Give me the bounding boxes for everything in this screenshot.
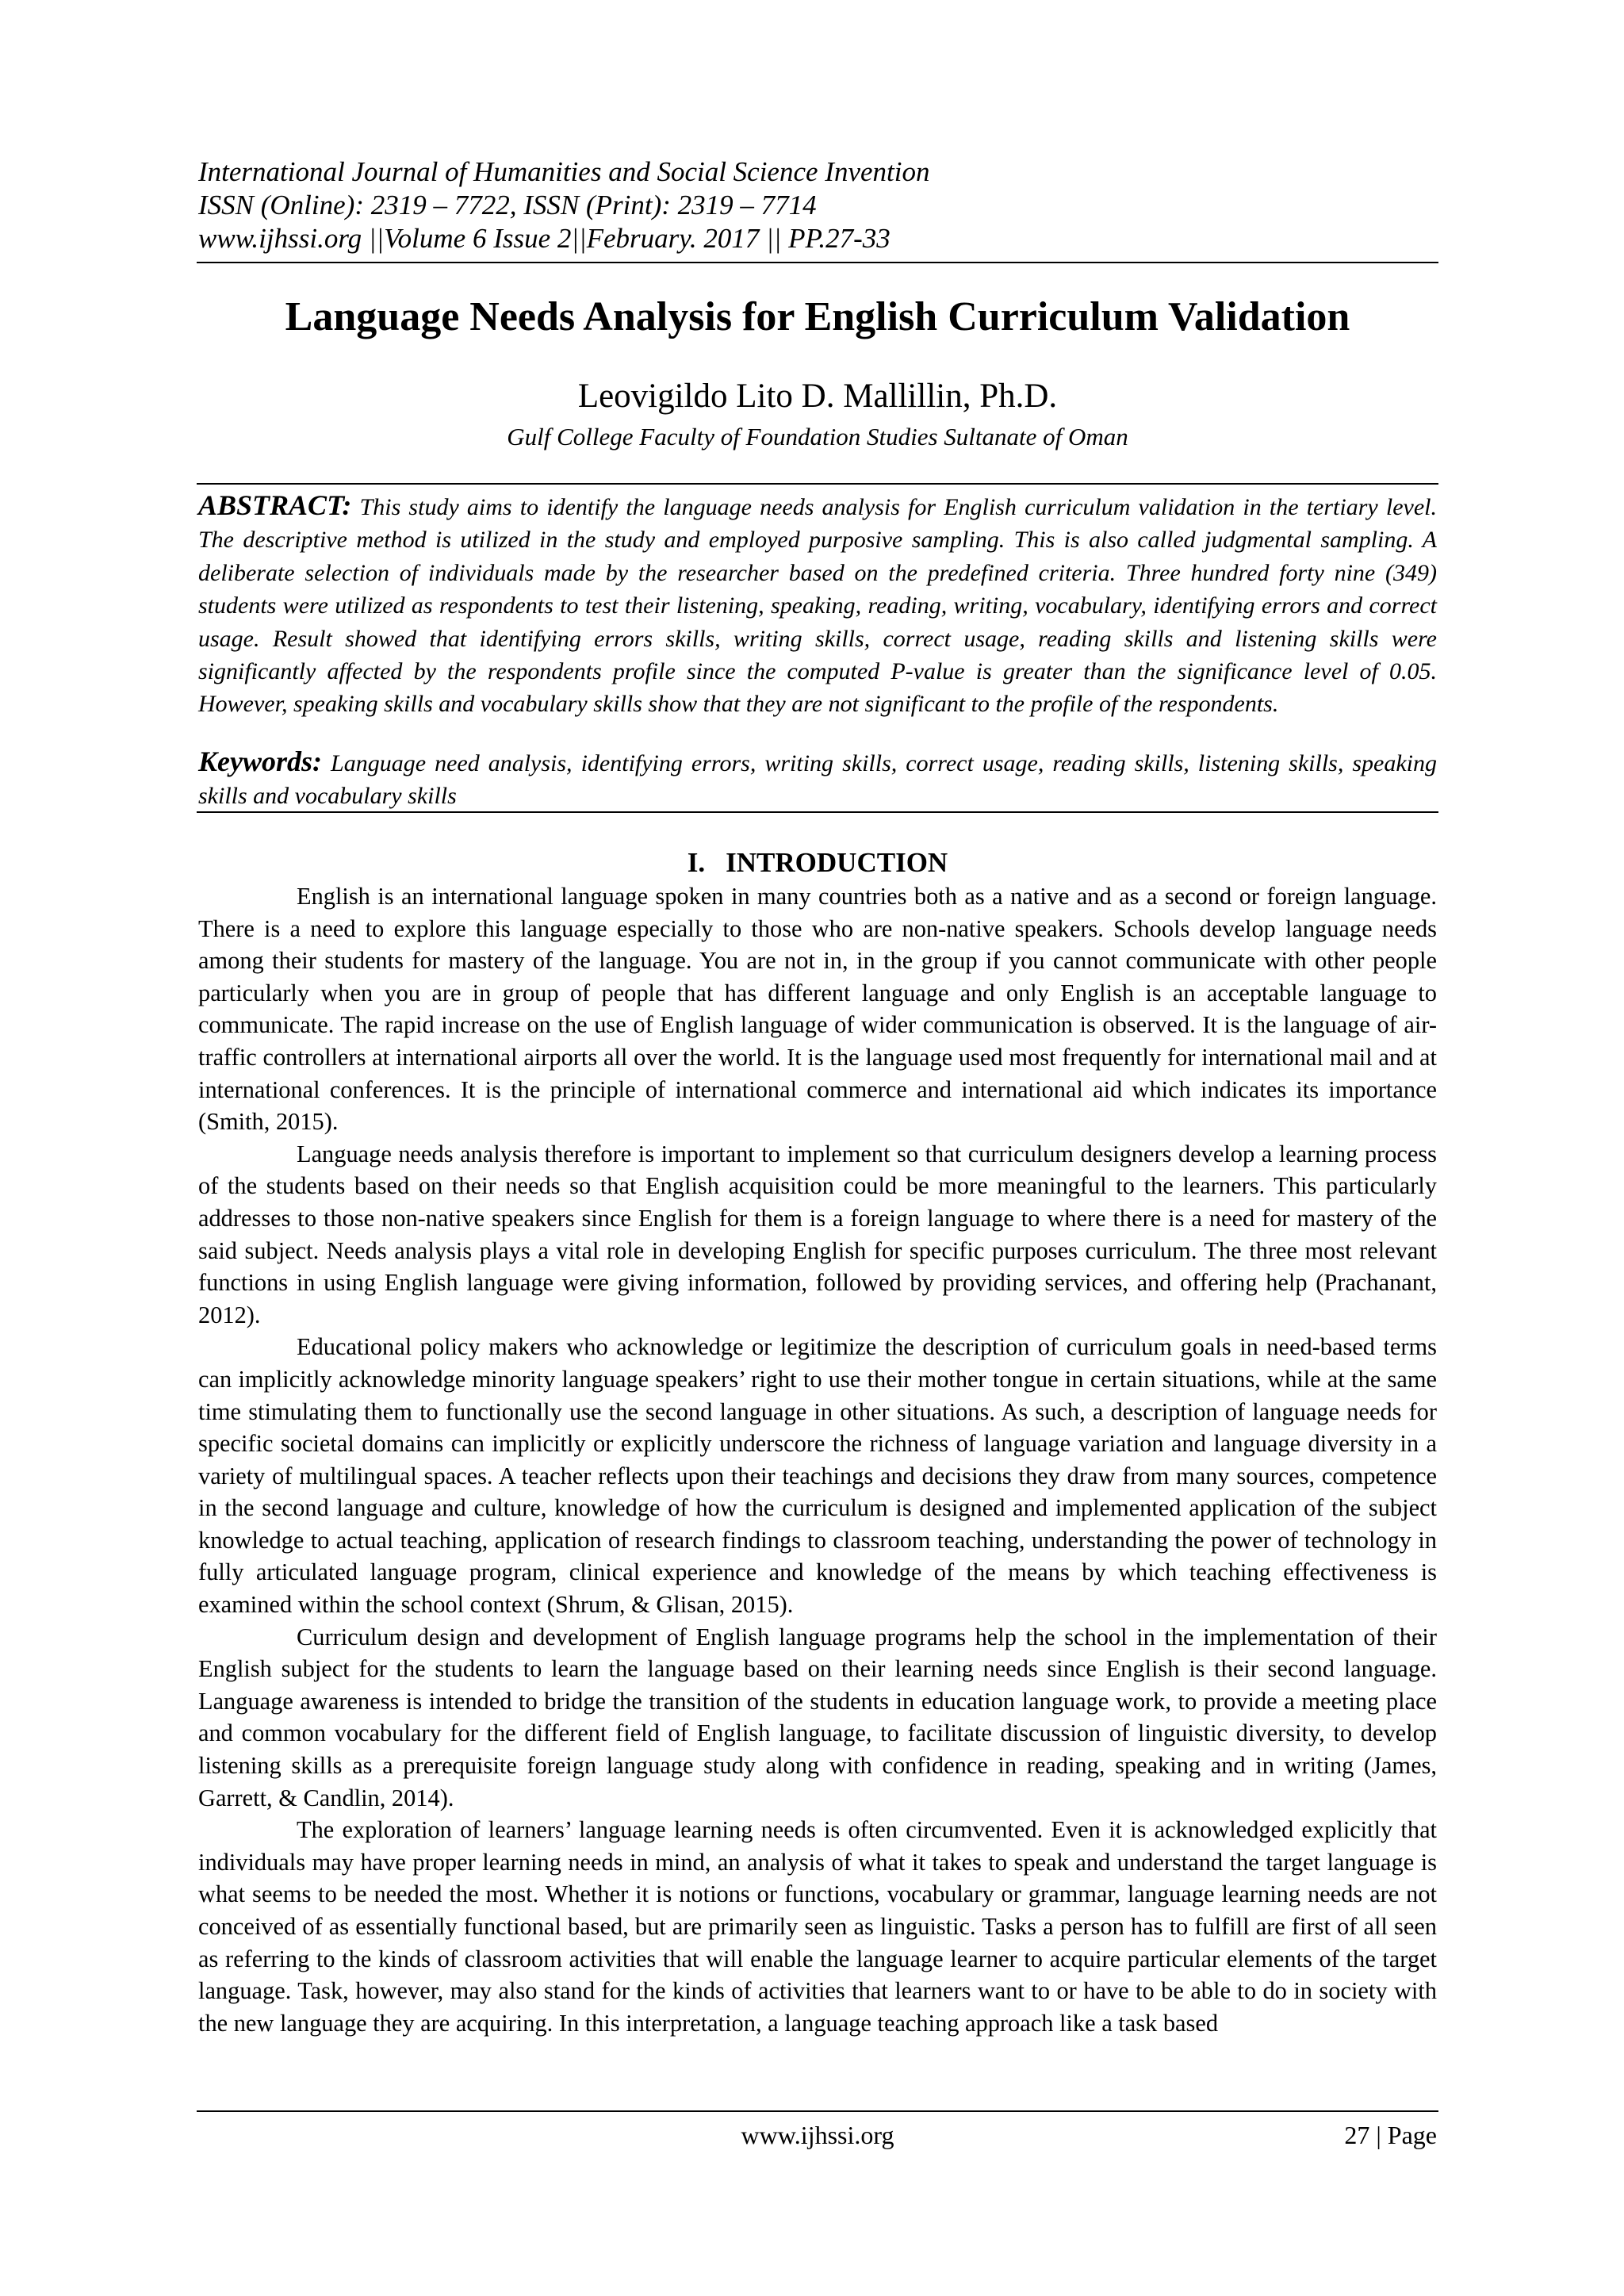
header-divider	[197, 262, 1438, 263]
author-name: Leovigildo Lito D. Mallillin, Ph.D.	[577, 378, 1058, 415]
footer-divider	[197, 2110, 1438, 2112]
abstract-bottom-divider	[197, 811, 1438, 813]
journal-issue-line: www.ijhssi.org ||Volume 6 Issue 2||February. 2017 || PP.27-33	[198, 223, 891, 254]
section-title: INTRODUCTION	[726, 847, 948, 878]
introduction-body	[198, 880, 1437, 2039]
body-paragraph: English is an international language spoken in many countries both as a native and as a second or foreign language. There is a need to explore this language especially to those who are non-native speakers. Schools develop language needs among their students for mastery of the language. You are not in, in the group if you cannot communicate with other people particularly when you are in group of people that has different language and only English is an acceptable language to communicate. The rapid increase on the use of English language of wider communication is observed. It is the language of air-traffic controllers at international airports all over the world. It is the language used most frequently for international mail and at international conferences. It is the principle of international commerce and international aid which indicates its importance (Smith, 2015).	[198, 883, 1437, 1136]
body-paragraph: The exploration of learners’ language learning needs is often circumvented. Even it is acknowledged explicitly that individuals may have proper learning needs in mind, an analysis of what it takes to speak and understand the target language is what seems to be needed the most. Whether it is notions or functions, vocabulary or grammar, language learning needs are not conceived of as essentially functional based, but are primarily seen as linguistic. Tasks a person has to fulfill are first of all seen as referring to the kinds of classroom activities that will enable the language learner to acquire particular elements of the target language. Task, however, may also stand for the kinds of activities that learners want to or have to be able to do in society with the new language they are acquiring. In this interpretation, a language teaching approach like a task based	[198, 1816, 1437, 2037]
keywords-text: Language need analysis, identifying errors, writing skills, correct usage, reading skills, listening skills, speaking skills and vocabulary skills	[198, 750, 1437, 810]
abstract-top-divider	[197, 483, 1438, 485]
footer-website: www.ijhssi.org	[741, 2121, 894, 2149]
journal-issn: ISSN (Online): 2319 – 7722, ISSN (Print): 2319 – 7714	[198, 190, 817, 220]
keywords	[198, 746, 1437, 813]
keywords-label: Keywords:	[198, 746, 322, 777]
body-paragraph: Language needs analysis therefore is important to implement so that curriculum designers develop a learning process of the students based on their needs so that English acquisition could be more meaningful to the learners. This particularly addresses to those non-native speakers since English for them is a foreign language to where there is a need for mastery of the said subject. Needs analysis plays a vital role in developing English for specific purposes curriculum. The three most relevant functions in using English language were giving information, followed by providing services, and offering help (Prachanant, 2012).	[198, 1140, 1437, 1328]
author-affiliation: Gulf College Faculty of Foundation Studies Sultanate of Oman	[507, 423, 1128, 450]
journal-header	[198, 155, 1437, 255]
section-heading-introduction	[197, 845, 1438, 880]
section-number: I.	[687, 847, 706, 878]
footer-page-number: 27 | Page	[1344, 2121, 1437, 2149]
abstract-text: This study aims to identify the language needs analysis for English curriculum validation in the tertiary level. The descriptive method is utilized in the study and employed purposive sampling. This is also called judgmental sampling. A deliberate selection of individuals made by the researcher based on the predefined criteria. Three hundred forty nine (349) students were utilized as respondents to test their listening, speaking, reading, writing, vocabulary, identifying errors and correct usage. Result showed that identifying errors skills, writing skills, correct usage, reading skills and listening skills were significantly affected by the respondents profile since the computed P-value is greater than the significance level of 0.05. However, speaking skills and vocabulary skills show that they are not significant to the profile of the respondents.	[198, 494, 1437, 718]
body-paragraph: Curriculum design and development of English language programs help the school in the implementation of their English subject for the students to learn the language based on their learning needs since English is their second language. Language awareness is intended to bridge the transition of the students in education language work, to provide a meeting place and common vocabulary for the different field of English language, to facilitate discussion of linguistic diversity, to develop listening skills as a prerequisite foreign language study along with confidence in reading, speaking and in writing (James, Garrett, & Candlin, 2014).	[198, 1623, 1437, 1811]
journal-name: International Journal of Humanities and Social Science Invention	[198, 156, 930, 187]
paper-title: Language Needs Analysis for English Curriculum Validation	[285, 294, 1350, 339]
body-paragraph: Educational policy makers who acknowledge or legitimize the description of curriculum goals in need-based terms can implicitly acknowledge minority language speakers’ right to use their mother tongue in certain situations, while at the same time stimulating them to functionally use the second language in other situations. As such, a description of language needs for specific societal domains can implicitly or explicitly underscore the richness of language variation and language diversity in a variety of multilingual spaces. A teacher reflects upon their teachings and decisions they draw from many sources, competence in the second language and culture, knowledge of how the curriculum is designed and implemented application of the subject knowledge to actual teaching, application of research findings to classroom teaching, understanding the power of technology in fully articulated language program, clinical experience and knowledge of the means by which teaching effectiveness is examined within the school context (Shrum, & Glisan, 2015).	[198, 1333, 1437, 1619]
abstract-label: ABSTRACT:	[198, 489, 352, 521]
abstract	[198, 489, 1437, 721]
